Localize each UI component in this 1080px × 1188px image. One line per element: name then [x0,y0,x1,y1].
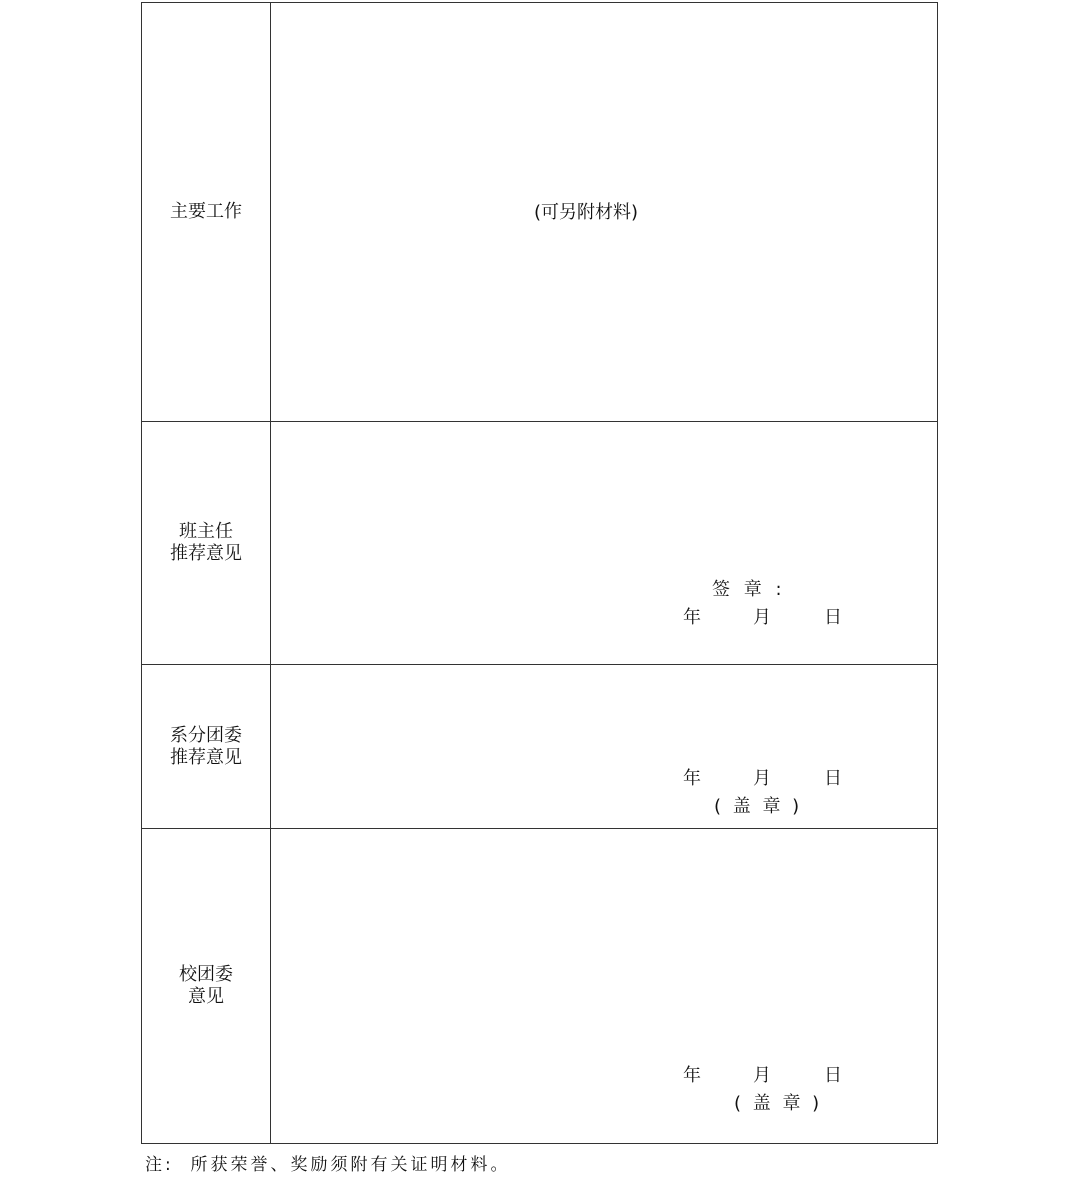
date-year-label: 年 [683,1065,701,1086]
label-class-teacher: 班主任 推荐意见 [170,521,242,564]
row-class-teacher [142,422,937,665]
label-cell-school-league [142,829,271,1143]
signature-label: 签 章 : [712,579,786,600]
label-cell-main-work [142,3,271,421]
date-year-label: 年 [683,768,701,789]
date-year-label: 年 [683,607,701,628]
date-day-label: 日 [824,768,842,789]
label-department-league: 系分团委 推荐意见 [170,724,242,768]
content-cell-school-league[interactable] [271,829,937,1143]
label-main-work: 主要工作 [170,201,242,222]
date-month-label: 月 [753,1065,771,1086]
attachment-hint: (可另附材料) [534,202,639,223]
row-department-league [142,665,937,829]
label-cell-department-league [142,665,271,828]
label-school-league: 校团委 意见 [179,964,233,1007]
seal-label: ( 盖 章 ) [714,796,803,817]
footnote: 注: 所获荣誉、奖励须附有关证明材料。 [145,1155,511,1175]
date-day-label: 日 [824,1065,842,1086]
content-cell-main-work[interactable] [271,3,937,421]
content-cell-department-league[interactable] [271,665,937,828]
row-school-league [142,829,937,1143]
date-month-label: 月 [753,768,771,789]
row-main-work [142,3,937,422]
recommendation-form-table [141,2,938,1144]
date-day-label: 日 [824,607,842,628]
content-cell-class-teacher[interactable] [271,422,937,664]
seal-label: ( 盖 章 ) [734,1093,823,1114]
date-month-label: 月 [753,607,771,628]
label-cell-class-teacher [142,422,271,664]
